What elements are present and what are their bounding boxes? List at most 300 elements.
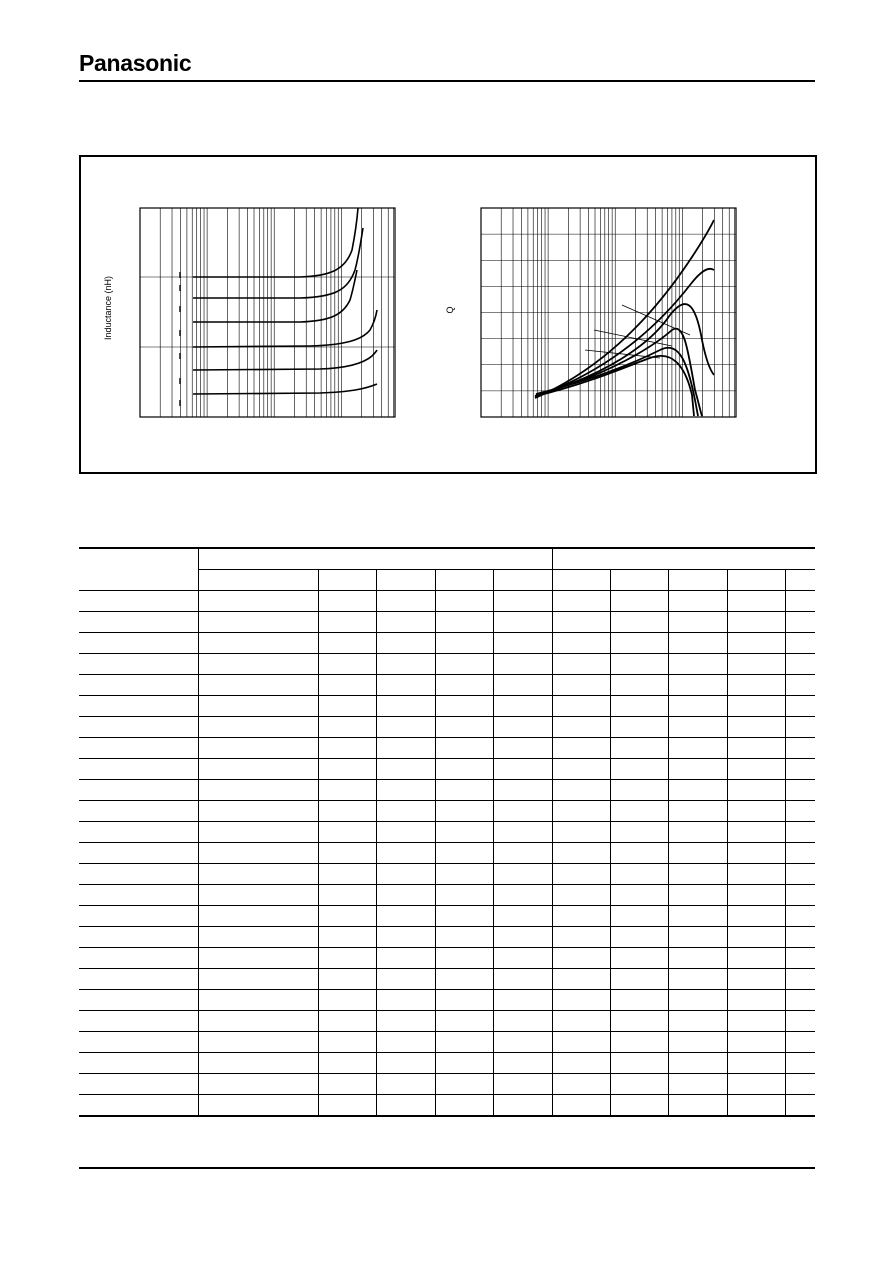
table-cell bbox=[494, 612, 552, 633]
table-cell bbox=[199, 822, 319, 843]
table-cell bbox=[79, 1053, 199, 1074]
table-cell bbox=[727, 906, 785, 927]
table-cell bbox=[377, 1053, 435, 1074]
table-cell bbox=[786, 990, 815, 1011]
table-cell bbox=[669, 969, 727, 990]
table-cell bbox=[319, 675, 377, 696]
table-cell bbox=[727, 990, 785, 1011]
table-cell bbox=[319, 822, 377, 843]
table-cell bbox=[611, 801, 669, 822]
table-cell bbox=[319, 717, 377, 738]
table-cell bbox=[669, 612, 727, 633]
table-row bbox=[79, 780, 815, 801]
table-cell bbox=[611, 1032, 669, 1053]
table-cell bbox=[377, 864, 435, 885]
table-cell bbox=[319, 759, 377, 780]
q-curve bbox=[536, 348, 698, 416]
table-cell bbox=[727, 717, 785, 738]
table-cell bbox=[611, 990, 669, 1011]
table-cell bbox=[727, 696, 785, 717]
table-cell bbox=[552, 780, 610, 801]
table-cell bbox=[611, 654, 669, 675]
q-curve bbox=[536, 329, 702, 416]
table-cell bbox=[611, 885, 669, 906]
table-cell bbox=[435, 759, 493, 780]
table-cell bbox=[727, 822, 785, 843]
table-cell bbox=[79, 927, 199, 948]
table-cell bbox=[669, 948, 727, 969]
table-cell bbox=[494, 654, 552, 675]
table-cell bbox=[669, 1032, 727, 1053]
table-cell bbox=[199, 864, 319, 885]
table-cell bbox=[727, 927, 785, 948]
table-cell bbox=[727, 843, 785, 864]
table-cell bbox=[377, 1074, 435, 1095]
table-cell bbox=[669, 927, 727, 948]
table-cell bbox=[611, 927, 669, 948]
brand-logo: Panasonic bbox=[79, 50, 192, 76]
table-cell bbox=[786, 780, 815, 801]
table-cell bbox=[319, 654, 377, 675]
table-cell bbox=[727, 948, 785, 969]
table-cell bbox=[552, 696, 610, 717]
table-cell bbox=[79, 738, 199, 759]
table-cell bbox=[79, 843, 199, 864]
table-cell bbox=[199, 948, 319, 969]
table-row bbox=[79, 990, 815, 1011]
table-cell bbox=[611, 822, 669, 843]
table-cell bbox=[786, 696, 815, 717]
table-cell bbox=[319, 843, 377, 864]
table-cell bbox=[319, 990, 377, 1011]
table-cell bbox=[79, 717, 199, 738]
table-cell bbox=[435, 591, 493, 612]
table-cell bbox=[199, 1074, 319, 1095]
table-cell bbox=[435, 780, 493, 801]
table-cell bbox=[319, 948, 377, 969]
table-cell bbox=[552, 1032, 610, 1053]
table-cell bbox=[494, 906, 552, 927]
table-cell bbox=[319, 1095, 377, 1117]
table-cell bbox=[727, 1053, 785, 1074]
table-cell bbox=[377, 717, 435, 738]
table-row bbox=[79, 1074, 815, 1095]
table-cell bbox=[435, 633, 493, 654]
table-cell bbox=[786, 1095, 815, 1117]
table-cell bbox=[319, 1032, 377, 1053]
table-cell bbox=[727, 654, 785, 675]
table-cell bbox=[435, 906, 493, 927]
table-cell bbox=[552, 885, 610, 906]
table-cell bbox=[377, 1011, 435, 1032]
table-row bbox=[79, 738, 815, 759]
table-cell bbox=[669, 990, 727, 1011]
table-cell bbox=[669, 864, 727, 885]
inductance-axis-label: Inductance (nH) bbox=[103, 275, 113, 341]
table-cell bbox=[727, 1011, 785, 1032]
table-cell bbox=[727, 591, 785, 612]
table-cell bbox=[552, 717, 610, 738]
table-cell bbox=[79, 1074, 199, 1095]
table-cell bbox=[319, 696, 377, 717]
table-cell bbox=[786, 1074, 815, 1095]
table-cell bbox=[552, 1011, 610, 1032]
table-cell bbox=[377, 591, 435, 612]
table-cell bbox=[786, 948, 815, 969]
table-cell bbox=[786, 759, 815, 780]
table-cell bbox=[377, 969, 435, 990]
table-cell bbox=[199, 1032, 319, 1053]
table-cell bbox=[199, 885, 319, 906]
table-cell bbox=[786, 906, 815, 927]
table-cell bbox=[79, 801, 199, 822]
table-cell bbox=[435, 822, 493, 843]
table-cell bbox=[786, 927, 815, 948]
table-cell bbox=[669, 759, 727, 780]
table-cell bbox=[552, 864, 610, 885]
spec-table bbox=[79, 547, 815, 1117]
table-cell bbox=[319, 591, 377, 612]
table-cell bbox=[786, 864, 815, 885]
table-cell bbox=[79, 654, 199, 675]
table-cell bbox=[786, 1032, 815, 1053]
table-cell bbox=[494, 864, 552, 885]
table-cell bbox=[669, 696, 727, 717]
table-cell bbox=[377, 990, 435, 1011]
table-cell bbox=[552, 990, 610, 1011]
table-cell bbox=[435, 1011, 493, 1032]
table-cell bbox=[199, 696, 319, 717]
table-cell bbox=[669, 738, 727, 759]
table-cell bbox=[669, 780, 727, 801]
table-cell bbox=[552, 675, 610, 696]
table-cell bbox=[79, 780, 199, 801]
table-row bbox=[79, 906, 815, 927]
table-cell bbox=[79, 633, 199, 654]
table-cell bbox=[669, 1074, 727, 1095]
table-cell bbox=[727, 1074, 785, 1095]
table-cell bbox=[199, 990, 319, 1011]
table-cell bbox=[79, 885, 199, 906]
table-cell bbox=[611, 633, 669, 654]
table-cell bbox=[727, 675, 785, 696]
table-cell bbox=[552, 1053, 610, 1074]
table-cell bbox=[199, 591, 319, 612]
table-cell bbox=[377, 654, 435, 675]
table-cell bbox=[611, 696, 669, 717]
table-cell bbox=[727, 1095, 785, 1117]
table-cell bbox=[494, 591, 552, 612]
table-cell bbox=[611, 717, 669, 738]
table-cell bbox=[319, 885, 377, 906]
table-cell bbox=[552, 738, 610, 759]
table-cell bbox=[552, 759, 610, 780]
table-cell bbox=[611, 969, 669, 990]
table-cell bbox=[786, 801, 815, 822]
table-cell bbox=[494, 1032, 552, 1053]
table-cell bbox=[435, 717, 493, 738]
table-cell bbox=[786, 633, 815, 654]
table-row bbox=[79, 1032, 815, 1053]
table-cell bbox=[319, 969, 377, 990]
table-row bbox=[79, 885, 815, 906]
table-cell bbox=[199, 570, 319, 591]
table-cell bbox=[199, 780, 319, 801]
table-cell bbox=[727, 864, 785, 885]
table-row bbox=[79, 591, 815, 612]
table-cell bbox=[786, 717, 815, 738]
table-cell bbox=[199, 969, 319, 990]
table-cell bbox=[435, 1053, 493, 1074]
table-cell bbox=[435, 990, 493, 1011]
table-cell bbox=[494, 570, 552, 591]
table-row bbox=[79, 801, 815, 822]
table-cell bbox=[377, 801, 435, 822]
table-cell bbox=[727, 1032, 785, 1053]
table-cell bbox=[377, 780, 435, 801]
table-cell bbox=[435, 843, 493, 864]
table-cell bbox=[552, 969, 610, 990]
table-cell bbox=[494, 885, 552, 906]
table-cell bbox=[435, 1095, 493, 1117]
table-cell bbox=[552, 843, 610, 864]
table-cell bbox=[552, 1095, 610, 1117]
table-cell bbox=[377, 906, 435, 927]
table-cell bbox=[611, 1053, 669, 1074]
table-cell bbox=[377, 948, 435, 969]
table-cell bbox=[611, 1011, 669, 1032]
table-cell bbox=[494, 822, 552, 843]
table-cell bbox=[319, 633, 377, 654]
table-group-header bbox=[199, 548, 553, 570]
table-cell bbox=[786, 675, 815, 696]
table-cell bbox=[494, 1095, 552, 1117]
table-row bbox=[79, 675, 815, 696]
table-cell bbox=[79, 548, 199, 591]
table-cell bbox=[199, 675, 319, 696]
table-cell bbox=[669, 675, 727, 696]
table-cell bbox=[552, 570, 610, 591]
table-cell bbox=[669, 654, 727, 675]
table-cell bbox=[552, 633, 610, 654]
table-cell bbox=[199, 906, 319, 927]
table-cell bbox=[435, 696, 493, 717]
table-cell bbox=[494, 675, 552, 696]
q-axis-label: Q bbox=[445, 306, 455, 314]
table-header-row bbox=[79, 548, 815, 570]
table-cell bbox=[79, 990, 199, 1011]
table-cell bbox=[494, 801, 552, 822]
table-cell bbox=[435, 801, 493, 822]
table-row bbox=[79, 759, 815, 780]
table-cell bbox=[552, 612, 610, 633]
table-row bbox=[79, 696, 815, 717]
table-cell bbox=[494, 927, 552, 948]
table-cell bbox=[552, 906, 610, 927]
table-cell bbox=[377, 885, 435, 906]
table-cell bbox=[552, 948, 610, 969]
table-cell bbox=[377, 612, 435, 633]
table-cell bbox=[199, 759, 319, 780]
table-row bbox=[79, 717, 815, 738]
table-cell bbox=[494, 780, 552, 801]
table-cell bbox=[727, 885, 785, 906]
table-cell bbox=[377, 1032, 435, 1053]
table-cell bbox=[435, 864, 493, 885]
table-cell bbox=[552, 927, 610, 948]
table-cell bbox=[786, 885, 815, 906]
table-cell bbox=[727, 612, 785, 633]
table-row bbox=[79, 843, 815, 864]
table-cell bbox=[377, 1095, 435, 1117]
table-cell bbox=[786, 1011, 815, 1032]
table-cell bbox=[435, 654, 493, 675]
table-cell bbox=[79, 948, 199, 969]
table-cell bbox=[319, 864, 377, 885]
table-cell bbox=[494, 843, 552, 864]
table-cell bbox=[611, 570, 669, 591]
table-cell bbox=[319, 906, 377, 927]
table-cell bbox=[727, 780, 785, 801]
table-cell bbox=[786, 738, 815, 759]
table-cell bbox=[669, 906, 727, 927]
table-cell bbox=[199, 1095, 319, 1117]
table-row bbox=[79, 864, 815, 885]
table-cell bbox=[552, 822, 610, 843]
table-cell bbox=[79, 1032, 199, 1053]
table-cell bbox=[669, 633, 727, 654]
table-row bbox=[79, 927, 815, 948]
table-cell bbox=[669, 822, 727, 843]
footer-rule bbox=[79, 1167, 815, 1169]
table-cell bbox=[727, 969, 785, 990]
table-cell bbox=[669, 1011, 727, 1032]
table-cell bbox=[199, 717, 319, 738]
table-cell bbox=[79, 612, 199, 633]
table-cell bbox=[199, 1053, 319, 1074]
table-cell bbox=[377, 759, 435, 780]
table-row bbox=[79, 1095, 815, 1117]
table-cell bbox=[611, 738, 669, 759]
table-cell bbox=[319, 801, 377, 822]
table-cell bbox=[319, 570, 377, 591]
table-cell bbox=[377, 822, 435, 843]
table-cell bbox=[199, 927, 319, 948]
table-cell bbox=[786, 822, 815, 843]
table-cell bbox=[727, 759, 785, 780]
table-cell bbox=[494, 1053, 552, 1074]
table-cell bbox=[79, 1095, 199, 1117]
table-cell bbox=[494, 738, 552, 759]
table-cell bbox=[611, 759, 669, 780]
table-cell bbox=[494, 759, 552, 780]
table-cell bbox=[494, 948, 552, 969]
table-cell bbox=[611, 591, 669, 612]
table-cell bbox=[727, 570, 785, 591]
table-cell bbox=[435, 885, 493, 906]
table-cell bbox=[199, 1011, 319, 1032]
table-cell bbox=[79, 696, 199, 717]
table-cell bbox=[377, 927, 435, 948]
table-cell bbox=[199, 633, 319, 654]
table-row bbox=[79, 969, 815, 990]
table-cell bbox=[611, 1074, 669, 1095]
table-cell bbox=[494, 717, 552, 738]
table-cell bbox=[435, 570, 493, 591]
table-cell bbox=[786, 1053, 815, 1074]
table-cell bbox=[199, 654, 319, 675]
table-row bbox=[79, 1011, 815, 1032]
table-cell bbox=[435, 612, 493, 633]
table-cell bbox=[552, 654, 610, 675]
table-cell bbox=[79, 759, 199, 780]
table-cell bbox=[435, 1074, 493, 1095]
table-cell bbox=[435, 927, 493, 948]
table-cell bbox=[669, 885, 727, 906]
table-cell bbox=[611, 948, 669, 969]
table-cell bbox=[611, 612, 669, 633]
table-cell bbox=[377, 696, 435, 717]
table-cell bbox=[199, 738, 319, 759]
table-row bbox=[79, 654, 815, 675]
table-cell bbox=[79, 969, 199, 990]
table-cell bbox=[199, 843, 319, 864]
table-cell bbox=[786, 969, 815, 990]
table-cell bbox=[435, 675, 493, 696]
table-cell bbox=[669, 1095, 727, 1117]
table-cell bbox=[494, 1011, 552, 1032]
table-cell bbox=[199, 801, 319, 822]
table-cell bbox=[79, 591, 199, 612]
table-cell bbox=[727, 633, 785, 654]
table-cell bbox=[199, 612, 319, 633]
table-cell bbox=[435, 948, 493, 969]
table-cell bbox=[494, 633, 552, 654]
table-cell bbox=[727, 801, 785, 822]
table-cell bbox=[319, 927, 377, 948]
table-cell bbox=[669, 570, 727, 591]
table-cell bbox=[786, 843, 815, 864]
table-cell bbox=[79, 864, 199, 885]
table-cell bbox=[377, 675, 435, 696]
table-cell bbox=[786, 612, 815, 633]
table-row bbox=[79, 948, 815, 969]
table-cell bbox=[79, 675, 199, 696]
table-cell bbox=[319, 780, 377, 801]
table-cell bbox=[611, 675, 669, 696]
table-cell bbox=[319, 738, 377, 759]
table-cell bbox=[611, 1095, 669, 1117]
table-cell bbox=[494, 969, 552, 990]
table-cell bbox=[611, 780, 669, 801]
table-cell bbox=[669, 717, 727, 738]
table-cell bbox=[319, 1011, 377, 1032]
table-cell bbox=[786, 654, 815, 675]
table-cell bbox=[494, 990, 552, 1011]
table-cell bbox=[79, 822, 199, 843]
table-cell bbox=[319, 1074, 377, 1095]
table-cell bbox=[435, 738, 493, 759]
table-cell bbox=[552, 591, 610, 612]
table-cell bbox=[786, 570, 815, 591]
table-cell bbox=[611, 906, 669, 927]
table-row bbox=[79, 633, 815, 654]
table-cell bbox=[79, 1011, 199, 1032]
table-row bbox=[79, 612, 815, 633]
table-cell bbox=[611, 864, 669, 885]
table-cell bbox=[377, 843, 435, 864]
table-cell bbox=[669, 1053, 727, 1074]
